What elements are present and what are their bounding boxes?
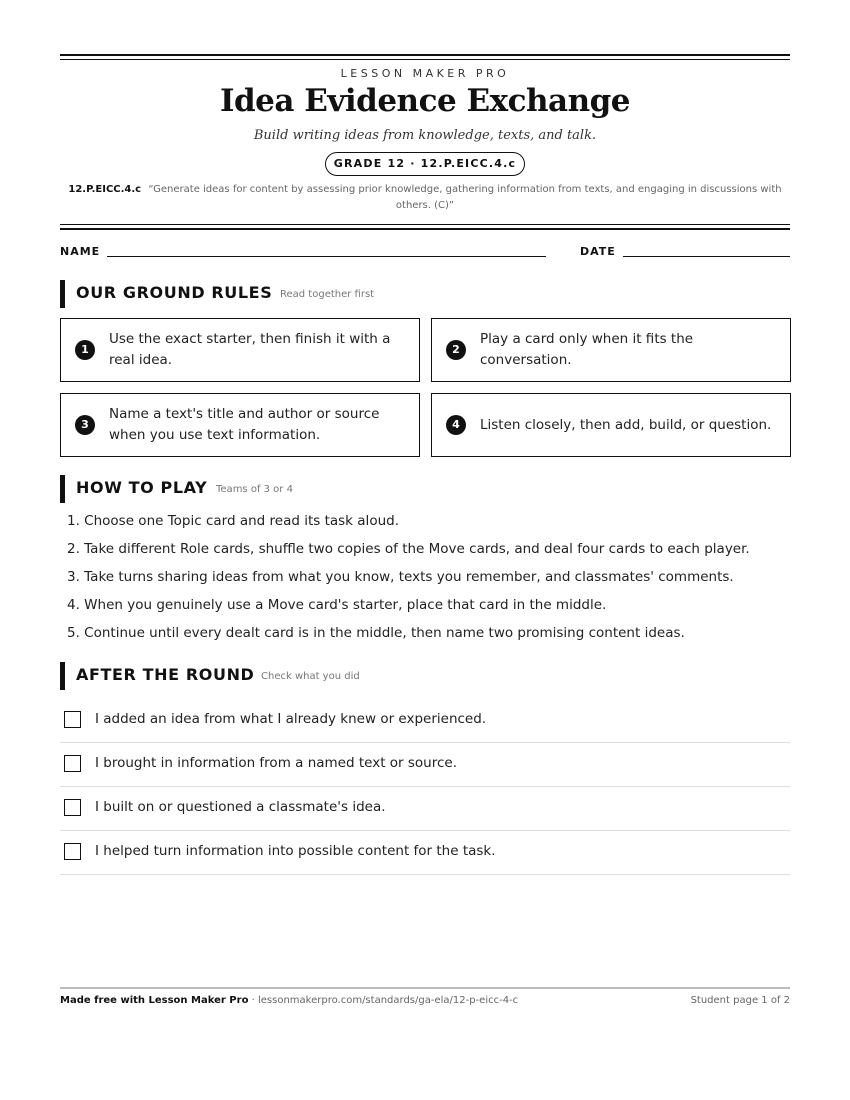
checklist-label: I brought in information from a named text or source. <box>95 755 458 771</box>
name-field[interactable] <box>107 256 546 257</box>
checkbox[interactable] <box>64 755 81 772</box>
rule-text: Listen closely, then add, build, or question. <box>480 416 772 433</box>
checkbox[interactable] <box>64 799 81 816</box>
footer-rule <box>60 987 790 989</box>
rule-number-badge: 1 <box>75 340 95 360</box>
checklist-item <box>60 831 790 875</box>
checkbox[interactable] <box>64 843 81 860</box>
checklist-item <box>60 699 790 743</box>
checklist-label: I added an idea from what I already knew or experienced. <box>95 711 487 727</box>
instruction-step: 2. Take different Role cards, shuffle two copies of the Move cards, and deal four cards to each player. <box>67 541 750 557</box>
page-title: Idea Evidence Exchange <box>219 83 631 119</box>
section-title: AFTER THE ROUND <box>76 665 255 684</box>
after-round-heading <box>60 662 790 690</box>
standard-code: 12.P.EICC.4.c <box>68 184 142 195</box>
checklist-item <box>60 787 790 831</box>
ground-rule-card <box>431 393 791 457</box>
checkbox[interactable] <box>64 711 81 728</box>
name-label: NAME <box>60 245 101 258</box>
section-note: Check what you did <box>261 671 360 682</box>
rule-text: Use the exact starter, then finish it with a real idea. <box>109 331 391 368</box>
date-label: DATE <box>580 245 616 258</box>
header-rule-thin <box>60 59 790 60</box>
section-note: Teams of 3 or 4 <box>216 484 293 495</box>
rule-text: Play a card only when it fits the conversation. <box>480 331 694 368</box>
instruction-step: 4. When you genuinely use a Move card's starter, place that card in the middle. <box>67 597 607 613</box>
rule-number-badge: 2 <box>446 340 466 360</box>
footer-made-with: Made free with Lesson Maker Pro <box>60 995 249 1006</box>
checklist-label: I helped turn information into possible content for the task. <box>95 843 496 859</box>
standard-text: “Generate ideas for content by assessing prior knowledge, gathering information from texts, and engaging in discussions with others. (C)” <box>148 184 782 211</box>
section-bar <box>60 475 65 503</box>
section-bar <box>60 662 65 690</box>
reflection-checklist <box>60 699 790 875</box>
how-to-play-heading <box>60 475 790 503</box>
section-note: Read together first <box>280 289 375 300</box>
standard-statement <box>60 182 790 214</box>
page-indicator: Student page 1 of 2 <box>690 995 790 1006</box>
brand-name: LESSON MAKER PRO <box>340 67 510 80</box>
instruction-step: 3. Take turns sharing ideas from what you know, texts you remember, and classmates' comments. <box>67 569 734 585</box>
checklist-item <box>60 743 790 787</box>
rule-number-badge: 4 <box>446 415 466 435</box>
ground-rule-card <box>60 318 420 382</box>
date-field[interactable] <box>623 256 790 257</box>
section-bar <box>60 280 65 308</box>
footer-credit <box>60 995 518 1006</box>
ground-rule-card <box>60 393 420 457</box>
page-subtitle: Build writing ideas from knowledge, texts, and talk. <box>253 128 597 143</box>
instruction-step: 5. Continue until every dealt card is in the middle, then name two promising content ideas. <box>67 625 685 641</box>
section-title: HOW TO PLAY <box>76 478 208 497</box>
checklist-label: I built on or questioned a classmate's idea. <box>95 799 386 815</box>
footer-url[interactable]: · lessonmakerpro.com/standards/ga-ela/12-p-eicc-4-c <box>248 995 519 1006</box>
header-rule-thick <box>60 54 790 56</box>
instruction-step: 1. Choose one Topic card and read its task aloud. <box>67 513 399 529</box>
header-bottom-rule-thin <box>60 224 790 225</box>
section-title: OUR GROUND RULES <box>76 283 273 302</box>
header-bottom-rule-thick <box>60 228 790 230</box>
instructions-list <box>60 510 790 650</box>
ground-rules-heading <box>60 280 790 308</box>
ground-rule-card <box>431 318 791 382</box>
rule-number-badge: 3 <box>75 415 95 435</box>
grade-badge: GRADE 12 · 12.P.EICC.4.c <box>325 152 525 176</box>
rule-text: Name a text's title and author or source when you use text information. <box>109 406 380 443</box>
